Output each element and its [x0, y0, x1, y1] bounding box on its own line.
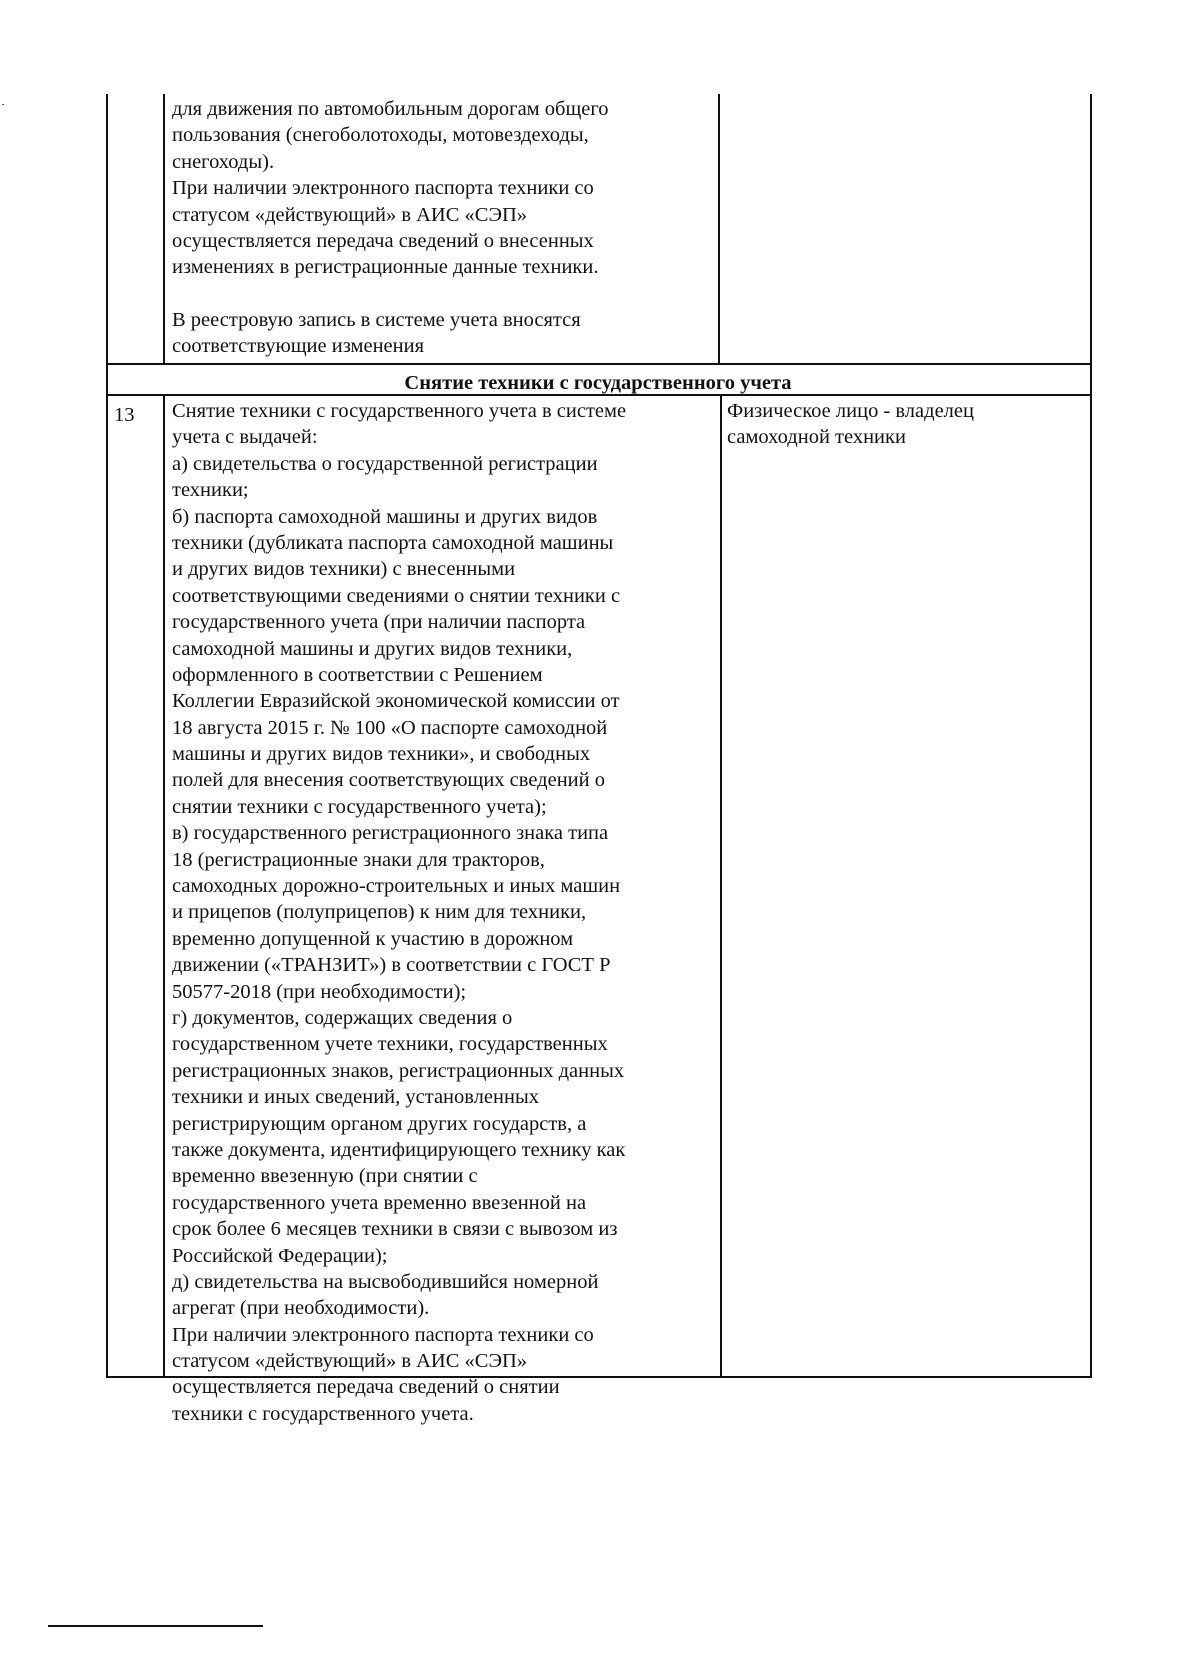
applicant-line: самоходной техники [727, 426, 906, 449]
row-description-line: д) свидетельства на высвободившийся номерной [172, 1270, 599, 1293]
row-description-line: 50577-2018 (при необходимости); [172, 980, 467, 1003]
row-description-line: самоходной машины и других видов техники, [172, 637, 573, 660]
footnote-separator [48, 1625, 263, 1627]
row-description-line: срок более 6 месяцев техники в связи с вывозом из [172, 1218, 618, 1241]
row-description-cell [172, 398, 712, 1427]
row-description-line: техники (дубликата паспорта самоходной машины [172, 531, 614, 554]
registry-note-line: В реестровую запись в системе учета вносятся [172, 308, 581, 331]
row-description-line: и других видов техники) с внесенными [172, 558, 516, 581]
row-description-line: временно ввезенную (при снятии с [172, 1165, 478, 1188]
row-applicant-cell [727, 398, 1087, 451]
row-description-line: учета с выдачей: [172, 426, 318, 449]
row-description-line: 18 (регистрационные знаки для тракторов, [172, 848, 545, 871]
row-description-line: самоходных дорожно-строительных и иных машин [172, 875, 621, 898]
table-rule-section-top [106, 363, 1092, 365]
continued-description-line: статусом «действующий» в АИС «СЭП» [172, 203, 528, 226]
row-description-line: регистрационных знаков, регистрационных данных [172, 1059, 625, 1082]
row-description-line: б) паспорта самоходной машины и других видов [172, 505, 598, 528]
row-description-line: снятии техники с государственного учета); [172, 795, 547, 818]
continued-description-line: для движения по автомобильным дорогам общего [172, 98, 609, 120]
row-description-line: Российской Федерации); [172, 1244, 388, 1267]
continued-description-line: осуществляется передача сведений о внесенных [172, 229, 594, 252]
row-description-line: в) государственного регистрационного знака типа [172, 822, 609, 845]
row-description-line: а) свидетельства о государственной регистрации [172, 452, 598, 475]
row-description-line: осуществляется передача сведений о снятии [172, 1376, 560, 1399]
row-description-line: регистрирующим органом других государств, а [172, 1112, 587, 1135]
row-description-line: г) документов, содержащих сведения о [172, 1006, 513, 1029]
continued-description-line: изменениях в регистрационные данные техники. [172, 256, 599, 279]
table-middle-divider [720, 394, 722, 1378]
table-number-column-divider [163, 394, 165, 1378]
row-description-line: техники; [172, 479, 249, 502]
table-middle-divider-top [718, 94, 720, 363]
row-description-line: государственном учете техники, государственных [172, 1033, 608, 1056]
row-description-line: государственного учета (при наличии паспорта [172, 611, 586, 634]
scan-artifact [2, 104, 4, 105]
row-description-line: оформленного в соответствии с Решением [172, 663, 543, 686]
row-description-line: Снятие техники с государственного учета в системе [172, 400, 627, 422]
row-number: 13 [114, 404, 135, 426]
row-description-line: агрегат (при необходимости). [172, 1297, 430, 1320]
registry-note-line: соответствующие изменения [172, 335, 425, 358]
section-heading: Снятие техники с государственного учета [404, 372, 792, 394]
row-description-line: также документа, идентифицирующего технику как [172, 1138, 626, 1161]
row-description-line: временно допущенной к участию в дорожном [172, 927, 574, 950]
row-description-line: и прицепов (полуприцепов) к ним для техники, [172, 901, 587, 924]
continued-description-line: пользования (снегоболотоходы, мотовездеходы, [172, 124, 589, 147]
paragraph-gap [172, 281, 712, 307]
row-description-line: статусом «действующий» в АИС «СЭП» [172, 1350, 528, 1373]
row-description-line: машины и других видов техники», и свободных [172, 743, 591, 766]
row-description-line: При наличии электронного паспорта техники со [172, 1323, 594, 1346]
table-left-border [106, 94, 108, 1378]
continued-description-line: снегоходы). [172, 150, 275, 173]
row-description-line: движении («ТРАНЗИТ») в соответствии с ГОСТ Р [172, 954, 611, 977]
row-description-line: Коллегии Евразийской экономической комиссии от [172, 690, 620, 713]
row-description-line: техники с государственного учета. [172, 1402, 474, 1425]
row-description-line: 18 августа 2015 г. № 100 «О паспорте самоходной [172, 716, 608, 739]
table-number-column-divider-top [163, 94, 165, 363]
table-right-border [1090, 94, 1092, 1378]
row-description-line: государственного учета временно ввезенной на [172, 1191, 587, 1214]
row-description-line: соответствующими сведениями о снятии техники с [172, 584, 621, 607]
row-description-line: полей для внесения соответствующих сведений о [172, 769, 605, 792]
continued-description-cell [172, 96, 712, 360]
continued-description-line: При наличии электронного паспорта техники со [172, 177, 594, 200]
applicant-line: Физическое лицо - владелец [727, 400, 974, 422]
row-description-line: техники и иных сведений, установленных [172, 1086, 539, 1109]
